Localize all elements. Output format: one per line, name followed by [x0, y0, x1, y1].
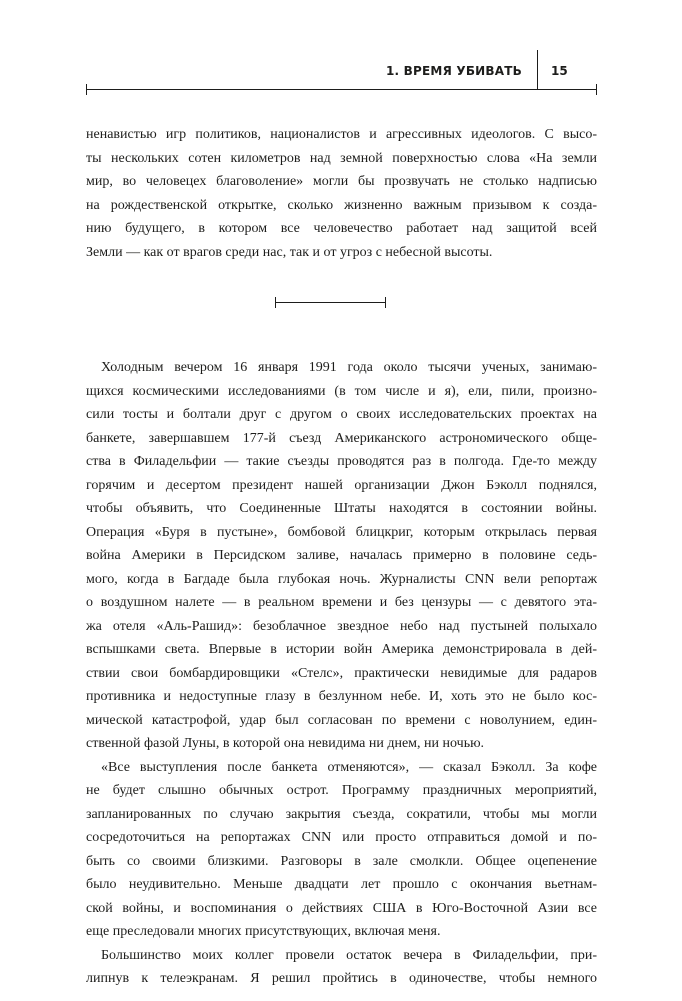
text-line: еще преследовали многих присутствующих, включая меня.	[86, 924, 441, 939]
running-head: 1. ВРЕМЯ УБИВАТЬ	[386, 64, 522, 78]
text-line: банкете, завершавшем 177-й съезд Американского астрономического обще-	[86, 430, 597, 446]
text-line: на рождественской открытке, сколько жизненно важным призывом к созда-	[86, 197, 597, 213]
text-line: горячим и десертом президент нашей организации Джон Бэколл поднялся,	[86, 477, 597, 493]
text-line: сосредоточиться на репортажах CNN или просто отправиться домой и по-	[86, 830, 597, 845]
header-rule	[86, 89, 597, 90]
text-line: Большинство моих коллег провели остаток вечера в Филадельфии, при-	[101, 947, 597, 963]
text-line: запланированных по случаю закрытия съезда, сократили, чтобы мы могли	[86, 806, 597, 822]
paragraph	[86, 356, 597, 756]
text-line: щихся космическими исследованиями (в том числе и я), ели, пили, произно-	[86, 383, 597, 399]
text-line: ства в Филадельфии — такие съезды проводятся раз в полгода. Где-то между	[86, 454, 597, 469]
text-line: нию будущего, в котором все человечество работает над защитой всей	[86, 221, 597, 236]
text-line: ненавистью игр политиков, националистов и агрессивных идеологов. С высо-	[86, 127, 597, 142]
paragraph	[86, 756, 597, 944]
text-line: было неудивительно. Меньше двадцати лет прошло с окончания вьетнам-	[86, 877, 597, 892]
header-rule-left-tick	[86, 84, 87, 95]
header-divider-tick	[537, 50, 538, 90]
text-line: «Все выступления после банкета отменяются», — сказал Бэколл. За кофе	[101, 759, 597, 775]
text-line: противника и недоступные глазу в безлунном небе. И, хоть это не было кос-	[86, 689, 597, 704]
text-line: о воздушном налете — в реальном времени и без цензуры — с девятого эта-	[86, 595, 597, 610]
text-line: война Америки в Персидском заливе, началась примерно в половине седь-	[86, 548, 597, 563]
text-line: Операция «Буря в пустыне», бомбовой блицкриг, которым открылась первая	[86, 524, 597, 540]
text-line: мической катастрофой, удар был согласован по времени с новолунием, един-	[86, 712, 597, 728]
text-line: сили тосты и болтали друг с другом о своих исследовательских проектах на	[86, 407, 597, 422]
separator-line	[275, 302, 386, 303]
section-1-text	[86, 123, 597, 264]
page-number: 15	[551, 64, 568, 78]
paragraph	[86, 944, 597, 991]
text-line: Холодным вечером 16 января 1991 года около тысячи ученых, занимаю-	[101, 360, 597, 375]
section-2-text	[86, 356, 597, 991]
header-rule-right-tick	[596, 84, 597, 95]
separator-right-cap	[385, 297, 386, 308]
text-line: липнув к телеэкранам. Я решил пройтись в одиночестве, чтобы немного	[86, 971, 597, 986]
text-line: вспышками света. Впервые в истории войн Америка демонстрировала в дей-	[86, 642, 597, 657]
text-line: ской войны, и воспоминания о действиях США в Юго-Восточной Азии все	[86, 900, 597, 916]
text-line: быть со своими близкими. Разговоры в зале смолкли. Общее оцепенение	[86, 853, 597, 869]
text-line: ствии свои бомбардировщики «Стелс», практически невидимые для радаров	[86, 665, 597, 681]
text-line: мир, во человецех благоволение» могли бы прозвучать не столько надписью	[86, 174, 597, 189]
text-line: ты нескольких сотен километров над земной поверхностью слова «На земли	[86, 150, 597, 166]
text-line: Земли — как от врагов среди нас, так и от угроз с небесной высоты.	[86, 244, 493, 260]
text-line: не будет слышно обычных острот. Программу праздничных мероприятий,	[86, 783, 597, 798]
text-line: чтобы объявить, что Соединенные Штаты находятся в состоянии войны.	[86, 501, 597, 516]
text-line: жа отеля «Аль-Рашид»: безоблачное звездное небо над пустыней полыхало	[86, 618, 597, 634]
text-line: ственной фазой Луны, в которой она невидима ни днем, ни ночью.	[86, 736, 485, 751]
text-line: мого, когда в Багдаде была глубокая ночь. Журналисты CNN вели репортаж	[86, 571, 597, 587]
